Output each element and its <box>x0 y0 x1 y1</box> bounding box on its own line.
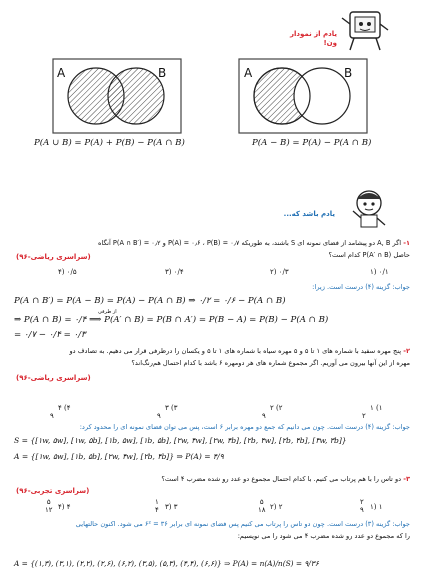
q1-option-2[interactable]: ۰/۳ (۲ <box>270 268 289 276</box>
venn-difference-formula: P(A − B) = P(A) − P(A ∩ B) <box>252 138 372 148</box>
q1-arrow-label: از طرفی <box>98 309 117 315</box>
venn-right-label-a: A <box>244 66 253 80</box>
mascot-thinking-icon <box>345 185 393 231</box>
q2-solution-line2: A = {[۱w, ۵w], [۱b, ۵b], [۲w, ۴w], [۲b, ۴b]} ⇒ P(A) = ۴/۹ <box>14 452 224 461</box>
q1-text-line1: ۱- اگر A, B دو پیشامد از فضای نمونه ای S باشند، به طوریکه P(A) = ۰٫۶ ، P(B) = ۰٫۷ و P(A ∩ B′) = ۰٫۲ آنگاه <box>98 239 410 247</box>
q3-answer-line2: را که مجموع دو عدد رو شده مضرب ۴ می شود را می نویسیم: <box>237 532 410 540</box>
q2-option-1[interactable]: ۱ (۱ <box>370 404 383 412</box>
q1-option-3[interactable]: ۰/۴ (۳ <box>165 268 184 276</box>
q1-solution-line3: = ۰/۷ − ۰/۴ = ۰/۳ <box>14 330 86 340</box>
q3-option-4-frac: ۵ ۱۲ <box>45 498 53 514</box>
q3-option-1-frac: ۲ ۹ <box>360 498 364 514</box>
q1-solution-line2: ⇒ P(A ∩ B) = ۰/۴ ⟹ P(A′ ∩ B) = P(B ∩ A′) = P(B − A) = P(B) − P(A ∩ B) <box>14 315 329 325</box>
q2-option-1-den: ۲ <box>362 412 366 420</box>
q2-source: (سراسری ریاضی-۹۶) <box>16 374 91 382</box>
mascot-computer-icon <box>340 8 392 56</box>
q2-option-4-den: ۹ <box>50 412 54 420</box>
q2-option-3-den: ۹ <box>157 412 161 420</box>
q2-text-line1: ۲- پنج مهره سفید با شماره های ۱ تا ۵ و ۵ مهره سیاه با شماره های ۱ تا ۵ و یکسان را درظرفی قرار می دهیم. به تصادف دو <box>69 347 410 355</box>
q2-option-4[interactable]: ۴ (۴ <box>58 404 71 412</box>
q3-source: (سراسری تجربی-۹۶) <box>16 487 90 495</box>
venn-left-label-a: A <box>57 66 66 80</box>
venn-left-label-b: B <box>158 66 167 80</box>
q3-text: ۳- دو تاس را با هم پرتاب می کنیم. با کدام احتمال مجموع دو عدد رو شده مضرب ۴ است؟ <box>161 475 410 483</box>
q1-solution-line1: P(A ∩ B′) = P(A − B) = P(A) − P(A ∩ B) ⇒ ۰/۲ = ۰/۶ − P(A ∩ B) <box>14 296 286 306</box>
q1-option-1[interactable]: ۰/۱ (۱ <box>370 268 389 276</box>
reminder-title: یادم باشد که... <box>283 210 335 218</box>
q2-option-2-den: ۹ <box>262 412 266 420</box>
q2-solution-line1: S = {[۱w, ۵w], [۱w, ۵b], [۱b, ۵w], [۱b, ۵b], [۲w, ۴w], [۲w, ۴b], [۲b, ۴w], [۲b, ۴b], [۳w, ۳b]} <box>14 436 347 445</box>
section-title: یادم از نمودار ون! <box>289 30 337 47</box>
q1-answer: جواب: گزینه (۴) درست است. زیرا: <box>312 283 410 291</box>
q2-option-3[interactable]: ۳ (۳ <box>165 404 178 412</box>
q1-option-4[interactable]: ۰/۵ (۴ <box>58 268 77 276</box>
venn-union-formula: P(A ∪ B) = P(A) + P(B) − P(A ∩ B) <box>34 138 185 148</box>
q1-source: (سراسری ریاضی-۹۶) <box>16 253 91 261</box>
venn-right-label-b: B <box>344 66 353 80</box>
q2-text-line2: مهره از این آنها بیرون می آوریم. اگر مجموع شماره های هر دومهره ۶ باشد با کدام احتمال هم‌رنگ‌اند؟ <box>131 359 410 367</box>
q2-answer: جواب: گزینه (۴) درست است. چون می دانیم که جمع دو مهره برابر ۶ است، پس می توان فضای نمونه ای را محدود کرد: <box>79 423 410 431</box>
q3-option-3[interactable]: ۳ (۳ <box>165 503 178 511</box>
q3-option-4[interactable]: ۴ (۴ <box>58 503 71 511</box>
q3-answer-line1: جواب: گزینه (۳) درست است. چون دو تاس را پرتاب می کنیم پس فضای نمونه ای برابر ۳۶ = ۶² می شود. اکنون حالتهایی <box>75 520 410 528</box>
q1-text-line2: حاصل P(A′ ∩ B) کدام است؟ <box>328 251 410 259</box>
q3-option-1[interactable]: ۱ (۱ <box>370 503 383 511</box>
q3-option-3-frac: ۱ ۴ <box>155 498 159 514</box>
q3-solution-line1: A = {(۱,۳), (۳,۱), (۲,۲), (۲,۶), (۶,۲), (۳,۵), (۵,۳), (۴,۴), (۶,۶)} ⇒ P(A) = n(A)/n(S) = ۹/۳۶ <box>14 559 319 568</box>
q2-option-2[interactable]: ۲ (۲ <box>270 404 283 412</box>
q3-option-2[interactable]: ۲ (۲ <box>270 503 283 511</box>
q3-option-2-frac: ۵ ۱۸ <box>258 498 266 514</box>
